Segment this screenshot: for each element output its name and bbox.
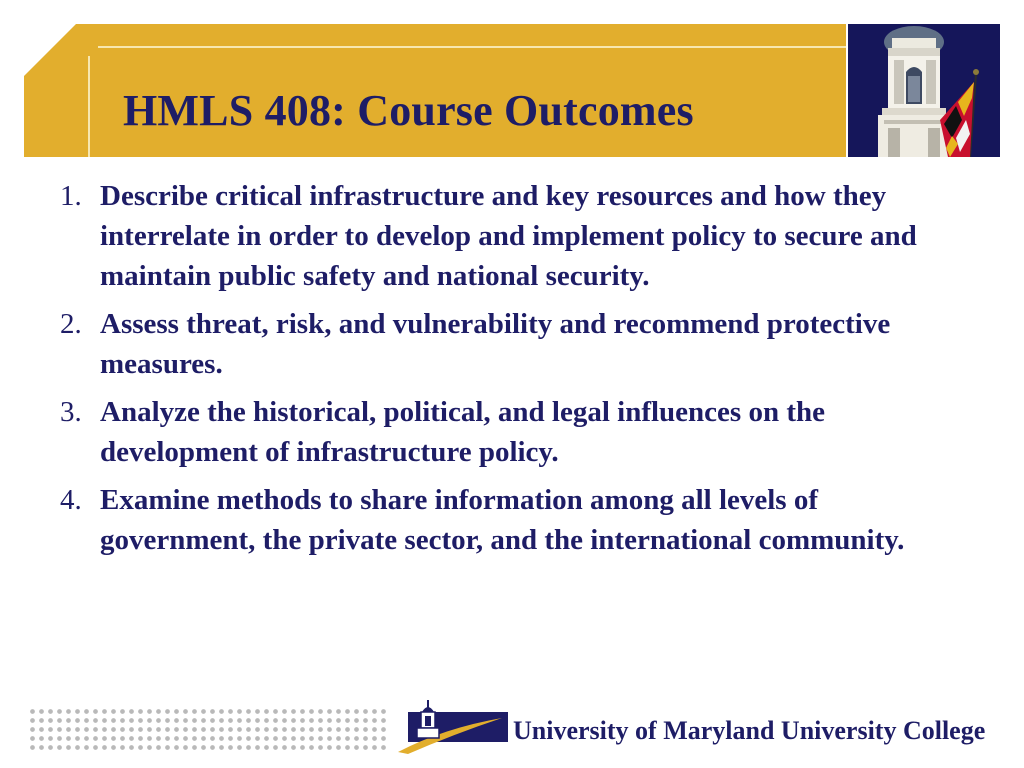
outcome-text: Analyze the historical, political, and legal influences on the development of infrastructure policy. — [100, 396, 825, 468]
slide-title: HMLS 408: Course Outcomes — [123, 86, 694, 135]
course-outcomes-list — [60, 176, 960, 568]
header-line-vertical — [88, 56, 90, 157]
outcome-number: 2. — [60, 308, 82, 340]
outcome-item-1 — [60, 176, 960, 296]
footer-logo — [394, 698, 510, 761]
cupola-photo-icon — [848, 24, 1000, 157]
outcome-item-2 — [60, 304, 960, 384]
outcome-text: Assess threat, risk, and vulnerability and recommend protective measures. — [100, 308, 891, 380]
outcome-text: Examine methods to share information among all levels of government, the private sector, and the international community. — [100, 484, 905, 556]
footer-dot-pattern — [28, 707, 388, 751]
header-photo — [848, 24, 1000, 157]
header-line-horizontal — [98, 46, 846, 48]
outcome-item-4 — [60, 480, 960, 560]
outcome-number: 4. — [60, 484, 82, 516]
footer-institution-name: University of Maryland University College — [513, 716, 986, 745]
cupola-swoosh-logo-icon — [394, 698, 510, 756]
outcome-text: Describe critical infrastructure and key resources and how they interrelate in order to develop and implement policy to secure and maintain public safety and national security. — [100, 180, 917, 292]
outcome-number: 3. — [60, 396, 82, 428]
outcome-number: 1. — [60, 180, 82, 212]
outcome-item-3 — [60, 392, 960, 472]
